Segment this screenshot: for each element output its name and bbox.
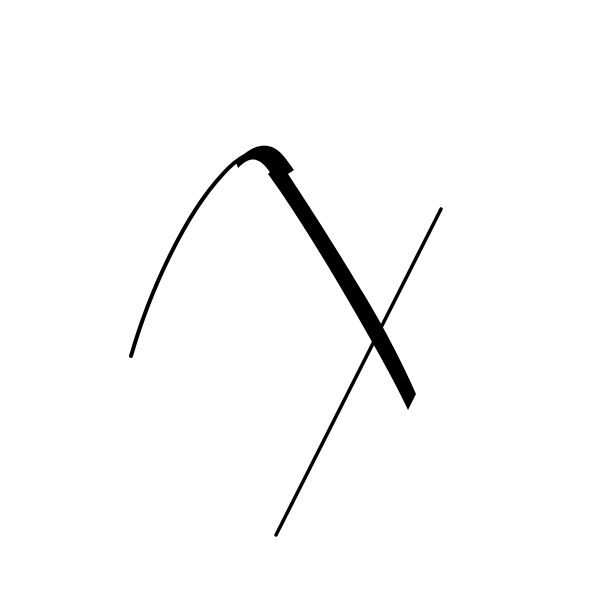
crossing-stroke: [276, 209, 441, 535]
arc-stroke: [131, 150, 262, 356]
thick-descending-stroke: [268, 162, 416, 410]
